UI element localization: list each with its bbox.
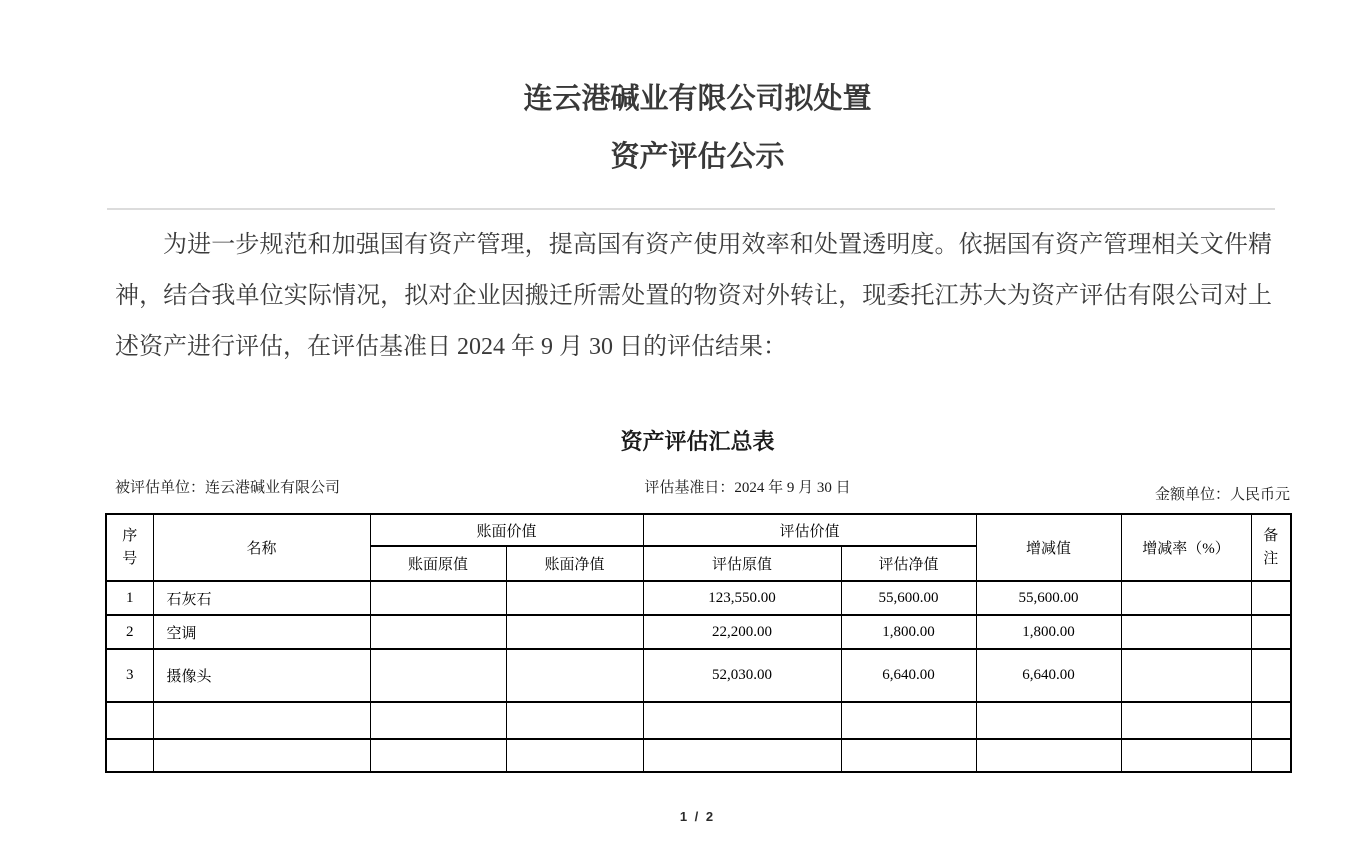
col-header-name: 名称 [153, 514, 370, 581]
cell-name: 石灰石 [153, 581, 370, 615]
document-page [0, 70, 1356, 856]
cell-change-rate [1121, 649, 1251, 702]
cell-change-rate [1121, 739, 1251, 772]
cell-appraise-net [841, 739, 976, 772]
cell-change: 1,800.00 [976, 615, 1121, 649]
col-header-book-net: 账面净值 [506, 546, 643, 581]
col-header-seq-label: 序号 [122, 527, 138, 567]
page-title-line-1: 连云港碱业有限公司拟处置 [523, 83, 872, 115]
cell-name: 摄像头 [153, 649, 370, 702]
cell-name [153, 702, 370, 739]
col-header-appraise-value: 评估价值 [643, 514, 976, 546]
meta-base-date: 评估基准日：2024 年 9 月 30 日 [644, 480, 851, 496]
cell-change-rate [1121, 615, 1251, 649]
cell-change [976, 739, 1121, 772]
table-row [106, 581, 1291, 615]
cell-seq: 3 [106, 649, 153, 702]
cell-appraise-net [841, 702, 976, 739]
cell-remark [1251, 649, 1291, 702]
title-divider [107, 208, 1275, 210]
col-header-seq [106, 514, 153, 581]
cell-appraise-net: 6,640.00 [841, 649, 976, 702]
cell-book-original [370, 615, 506, 649]
cell-book-net [506, 615, 643, 649]
col-header-change-rate: 增减率（%） [1121, 514, 1251, 581]
cell-seq: 2 [106, 615, 153, 649]
cell-book-net [506, 702, 643, 739]
cell-remark [1251, 702, 1291, 739]
cell-name [153, 739, 370, 772]
cell-appraise-original [643, 702, 841, 739]
table-row [106, 739, 1291, 772]
col-header-book-original: 账面原值 [370, 546, 506, 581]
col-header-appraise-original: 评估原值 [643, 546, 841, 581]
intro-paragraph: 为进一步规范和加强国有资产管理，提高国有资产使用效率和处置透明度。依据国有资产管理相关文件精神，结合我单位实际情况，拟对企业因搬迁所需处置的物资对外转让，现委托江苏大为资产评估有限公司对上述资产进行评估，在评估基准日 2024 年 9 月 30 日的评估结果： [115, 232, 1272, 360]
table-row [106, 702, 1291, 739]
cell-change: 55,600.00 [976, 581, 1121, 615]
cell-change [976, 702, 1121, 739]
summary-table [105, 513, 1292, 773]
summary-table-title: 资产评估汇总表 [620, 429, 775, 454]
table-meta-row [105, 476, 1290, 504]
cell-appraise-original: 52,030.00 [643, 649, 841, 702]
col-header-remark-label: 备注 [1263, 527, 1279, 567]
col-header-remark [1251, 514, 1291, 581]
cell-book-original [370, 739, 506, 772]
page-indicator: 1 / 2 [679, 809, 716, 824]
cell-appraise-original: 22,200.00 [643, 615, 841, 649]
meta-appraised-entity: 被评估单位：连云港碱业有限公司 [115, 480, 341, 496]
cell-remark [1251, 581, 1291, 615]
cell-appraise-original [643, 739, 841, 772]
table-row [106, 615, 1291, 649]
meta-currency-unit: 金额单位：人民币元 [1154, 487, 1290, 503]
cell-remark [1251, 739, 1291, 772]
col-header-book-value: 账面价值 [370, 514, 643, 546]
cell-seq: 1 [106, 581, 153, 615]
cell-book-original [370, 581, 506, 615]
cell-book-original [370, 649, 506, 702]
cell-book-original [370, 702, 506, 739]
page-title [105, 70, 1290, 186]
cell-change: 6,640.00 [976, 649, 1121, 702]
cell-appraise-original: 123,550.00 [643, 581, 841, 615]
page-title-line-2: 资产评估公示 [610, 141, 785, 173]
cell-appraise-net: 1,800.00 [841, 615, 976, 649]
cell-remark [1251, 615, 1291, 649]
cell-seq [106, 739, 153, 772]
cell-seq [106, 702, 153, 739]
table-row [106, 649, 1291, 702]
cell-book-net [506, 649, 643, 702]
cell-book-net [506, 739, 643, 772]
cell-change-rate [1121, 702, 1251, 739]
cell-book-net [506, 581, 643, 615]
cell-name: 空调 [153, 615, 370, 649]
col-header-change: 增减值 [976, 514, 1121, 581]
cell-change-rate [1121, 581, 1251, 615]
header-row-1 [106, 514, 1291, 546]
cell-appraise-net: 55,600.00 [841, 581, 976, 615]
col-header-appraise-net: 评估净值 [841, 546, 976, 581]
